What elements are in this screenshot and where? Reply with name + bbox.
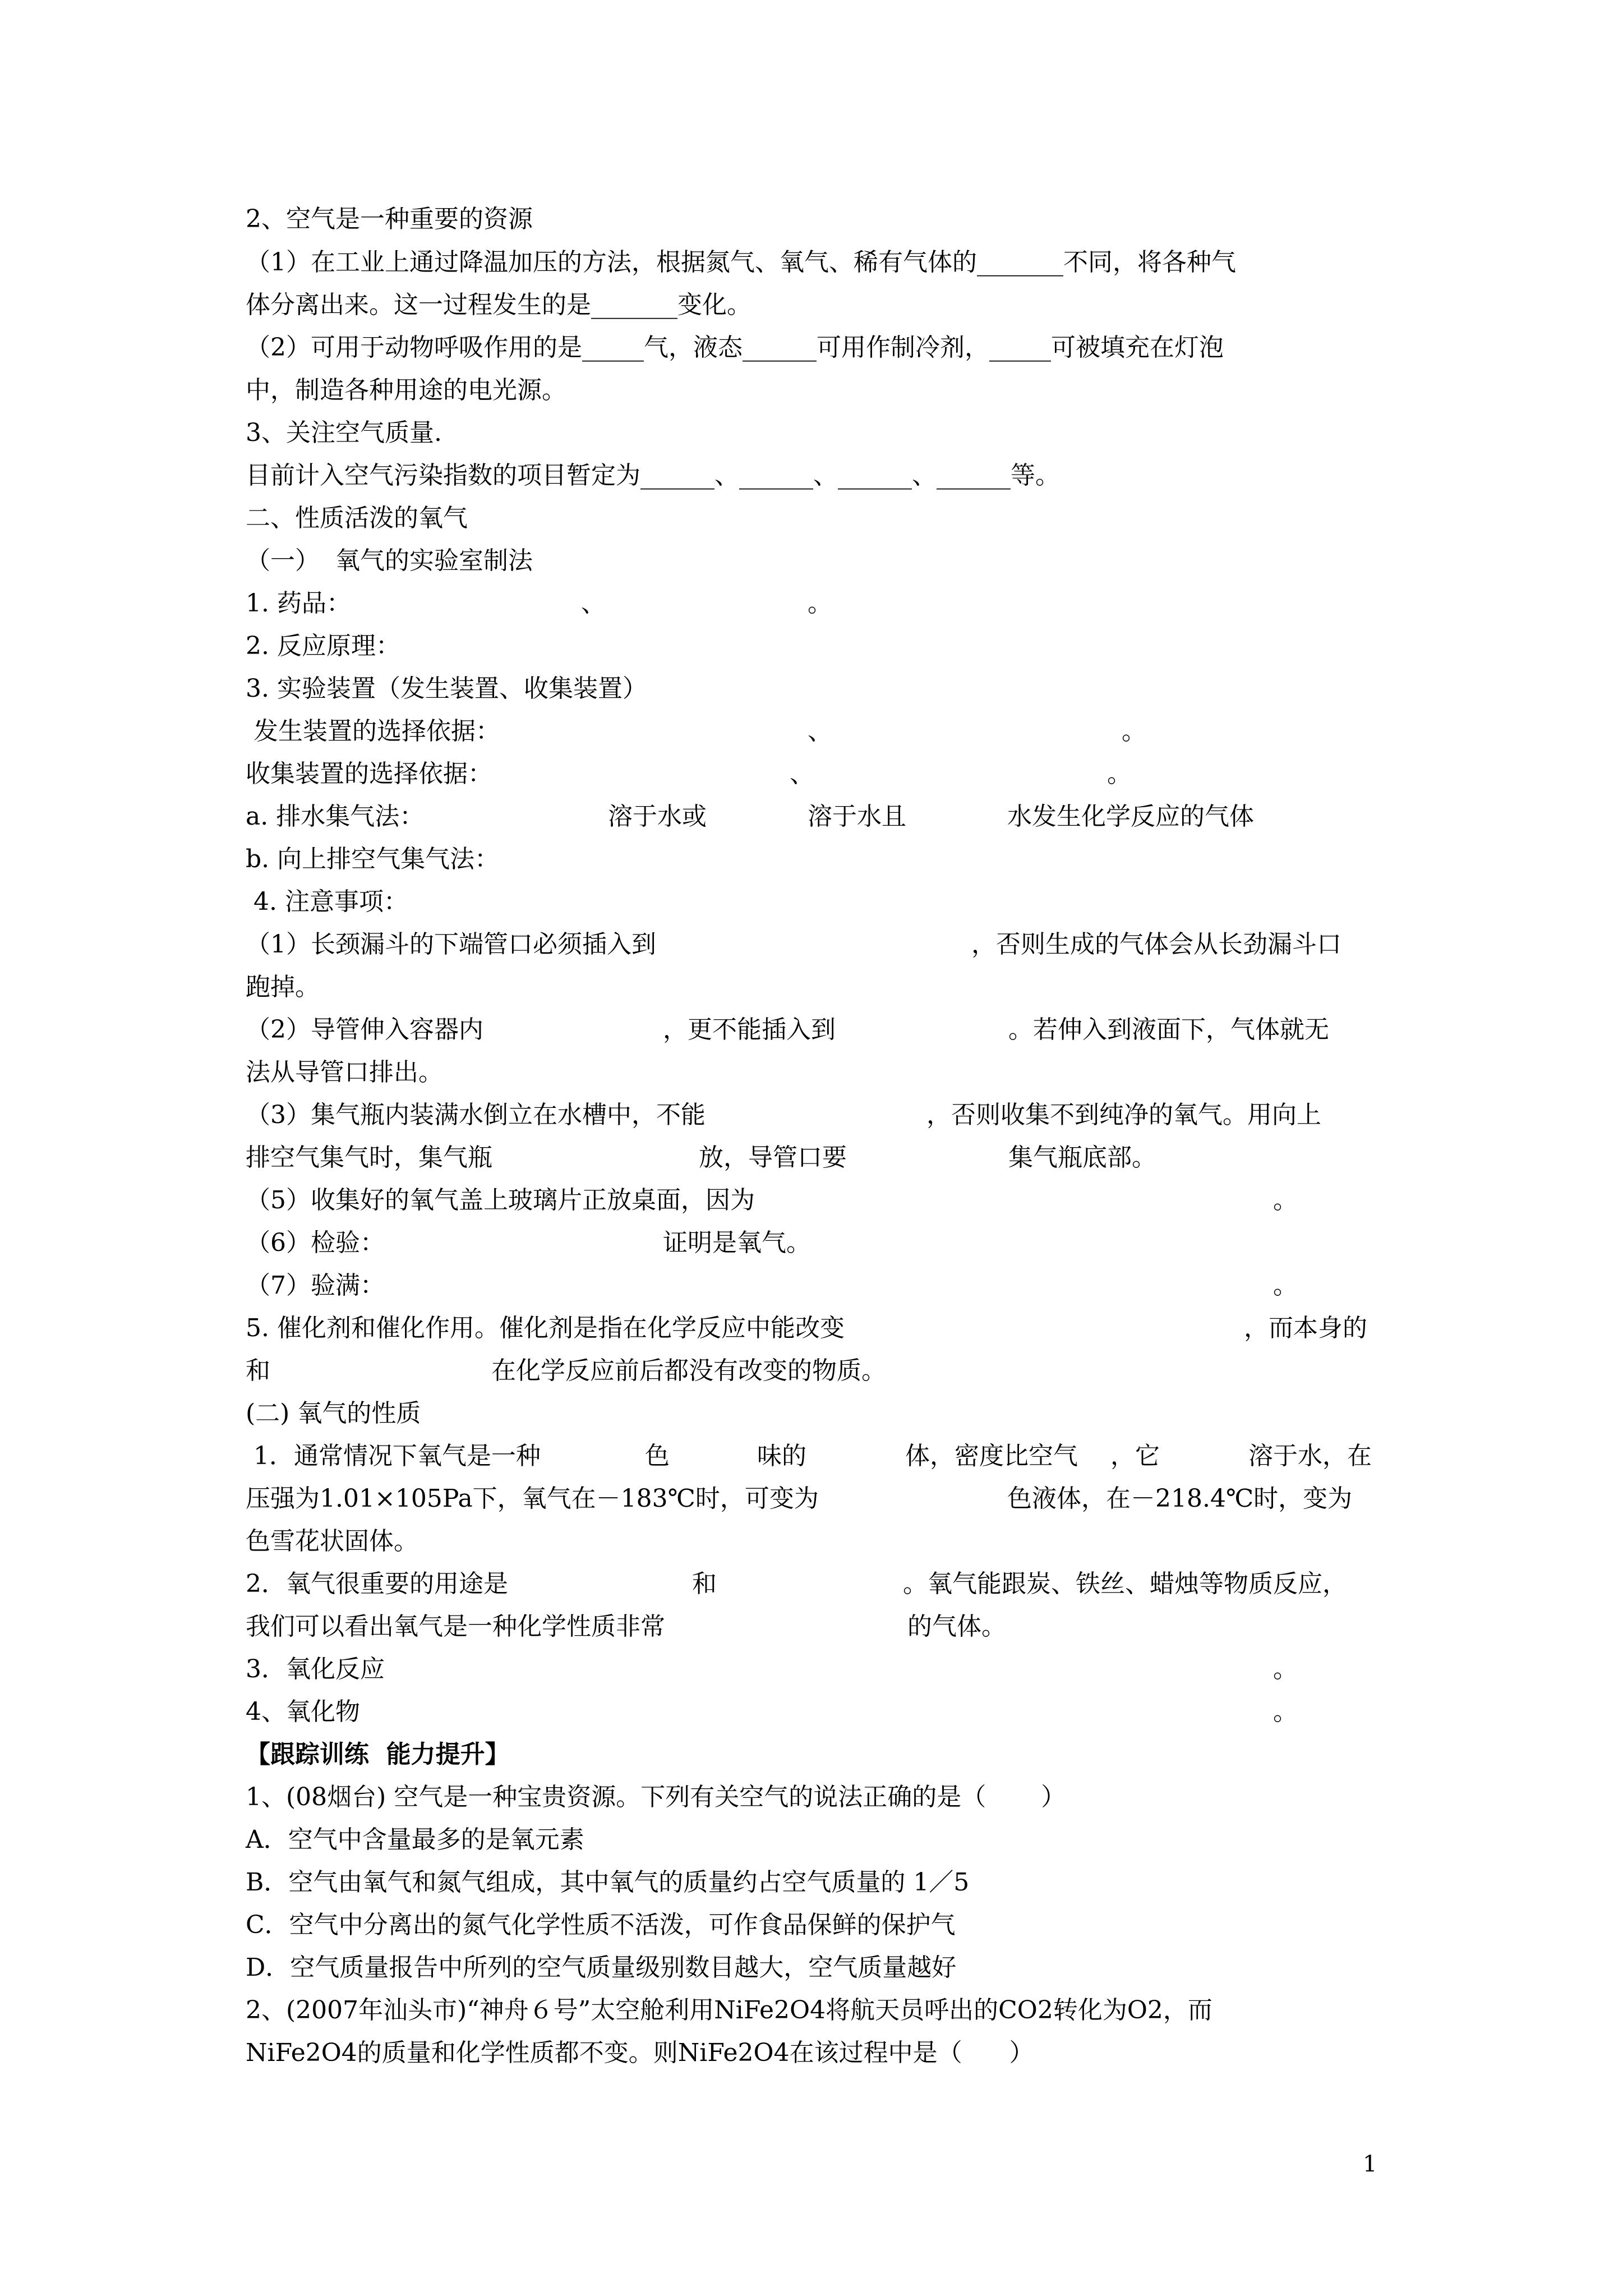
note-3-text: （3）集气瓶内装满水倒立在水槽中，不能: [246, 1101, 706, 1129]
text-line: 中，制造各种用途的电光源。: [246, 376, 566, 404]
note-2-text: 法从导管口排出。: [246, 1058, 443, 1087]
property-1-text: 溶于水，在: [1248, 1442, 1372, 1470]
note-3-text: 集气瓶底部。: [1008, 1143, 1156, 1172]
note-3-text: 放，导管口要: [699, 1143, 847, 1172]
question-1-option-a: A．空气中含量最多的是氧元素: [246, 1825, 584, 1854]
property-2-text: 的气体。: [907, 1612, 1006, 1641]
page-number: 1: [1363, 2151, 1377, 2177]
section-heading: 3、关注空气质量.: [246, 418, 442, 447]
col-basis-end: 。: [1107, 760, 1132, 788]
property-4-text: 4、氧化物: [246, 1697, 360, 1726]
note-6-text: 证明是氧气。: [663, 1228, 811, 1257]
catalyst-text: 在化学反应前后都没有改变的物质。: [491, 1356, 886, 1385]
catalyst-text: 和: [246, 1356, 270, 1385]
property-4-end: 。: [1273, 1697, 1298, 1726]
note-6-text: （6）检验：: [246, 1228, 385, 1257]
sub-heading: 4. 注意事项：: [246, 887, 408, 916]
question-1-option-d: D．空气质量报告中所列的空气质量级别数目越大，空气质量越好: [246, 1953, 957, 1982]
note-3-text: ，否则收集不到纯净的氧气。用向上: [926, 1101, 1321, 1129]
gen-basis-end: 。: [1122, 717, 1146, 746]
question-1: 1、(08烟台) 空气是一种宝贵资源。下列有关空气的说法正确的是（ ）: [246, 1783, 1066, 1811]
property-1-text: 色液体，在－218.4℃时，变为: [1007, 1484, 1353, 1513]
note-2-text: （2）导管伸入容器内: [246, 1015, 483, 1044]
water-method-text: 溶于水或: [608, 802, 707, 831]
text-line: b. 向上排空气集气法：: [246, 845, 500, 873]
text-line: （1）在工业上通过降温加压的方法，根据氮气、氧气、稀有气体的_______不同，将各种气: [246, 248, 1236, 277]
training-heading: 【跟踪训练 能力提升】: [246, 1740, 510, 1769]
note-1-text: （1）长颈漏斗的下端管口必须插入到: [246, 930, 656, 959]
property-1-text: 体，密度比空气: [905, 1442, 1078, 1470]
text-line: （2）可用于动物呼吸作用的是_____气，液态______可用作制冷剂，_____可被填充在灯泡: [246, 333, 1224, 362]
property-1-text: ，它: [1110, 1442, 1160, 1470]
note-3-text: 排空气集气时，集气瓶: [246, 1143, 492, 1172]
note-2-text: ，更不能插入到: [663, 1015, 836, 1044]
water-method-label: a. 排水集气法：: [246, 802, 425, 831]
property-1-text: 味的: [757, 1442, 806, 1470]
property-1-text: 色: [645, 1442, 670, 1470]
question-1-option-c: C．空气中分离出的氮气化学性质不活泼，可作食品保鲜的保护气: [246, 1911, 956, 1939]
text-line: 2. 反应原理：: [246, 632, 400, 660]
property-2-text: 和: [692, 1570, 717, 1598]
note-5-end: 。: [1273, 1186, 1298, 1214]
water-method-text: 溶于水且: [808, 802, 906, 831]
gen-basis-separator: 、: [808, 717, 832, 746]
property-1-text: 色雪花状固体。: [246, 1527, 418, 1556]
property-3-text: 3．氧化反应: [246, 1655, 385, 1683]
text-line: 3. 实验装置（发生装置、收集装置）: [246, 674, 647, 703]
sub-heading: （一） 氧气的实验室制法: [246, 546, 533, 575]
property-3-end: 。: [1273, 1655, 1298, 1683]
note-7-text: （7）验满：: [246, 1271, 385, 1300]
question-1-option-b: B．空气由氧气和氮气组成，其中氧气的质量约占空气质量的 1／5: [246, 1868, 970, 1897]
note-1-text: ，否则生成的气体会从长劲漏斗口: [971, 930, 1341, 959]
section-heading: 2、空气是一种重要的资源: [246, 205, 533, 233]
property-2-text: 。氧气能跟炭、铁丝、蜡烛等物质反应，: [903, 1570, 1347, 1598]
water-method-text: 水发生化学反应的气体: [1007, 802, 1254, 831]
property-1-text: 压强为1.01×105Pa下，氧气在－183℃时，可变为: [246, 1484, 819, 1513]
catalyst-text: 5. 催化剂和催化作用。催化剂是指在化学反应中能改变: [246, 1314, 845, 1342]
property-1-text: 1．通常情况下氧气是一种: [246, 1442, 541, 1470]
col-basis-label: 收集装置的选择依据：: [246, 760, 492, 788]
drugs-label: 1. 药品：: [246, 589, 351, 618]
text-line: 体分离出来。这一过程发生的是_______变化。: [246, 291, 751, 319]
gen-basis-label: 发生装置的选择依据：: [246, 717, 500, 746]
text-line: 目前计入空气污染指数的项目暂定为______、______、______、______等。: [246, 461, 1060, 490]
drugs-separator: 、: [581, 589, 606, 618]
note-1-text: 跑掉。: [246, 973, 320, 1001]
question-2: NiFe2O4的质量和化学性质都不变。则NiFe2O4在该过程中是（ ）: [246, 2039, 1034, 2067]
note-2-text: 。若伸入到液面下，气体就无: [1008, 1015, 1329, 1044]
question-2: 2、(2007年汕头市)“神舟６号”太空舱利用NiFe2O4将航天员呼出的CO2转化为O2，而: [246, 1996, 1212, 2024]
part-heading: 二、性质活泼的氧气: [246, 504, 468, 532]
col-basis-separator: 、: [790, 760, 814, 788]
note-5-text: （5）收集好的氧气盖上玻璃片正放桌面，因为: [246, 1186, 755, 1214]
sub-heading: (二) 氧气的性质: [246, 1399, 421, 1428]
property-2-text: 2．氧气很重要的用途是: [246, 1570, 508, 1598]
drugs-end: 。: [808, 589, 832, 618]
catalyst-text: ，而本身的: [1244, 1314, 1367, 1342]
note-7-end: 。: [1273, 1271, 1298, 1300]
property-2-text: 我们可以看出氧气是一种化学性质非常: [246, 1612, 665, 1641]
